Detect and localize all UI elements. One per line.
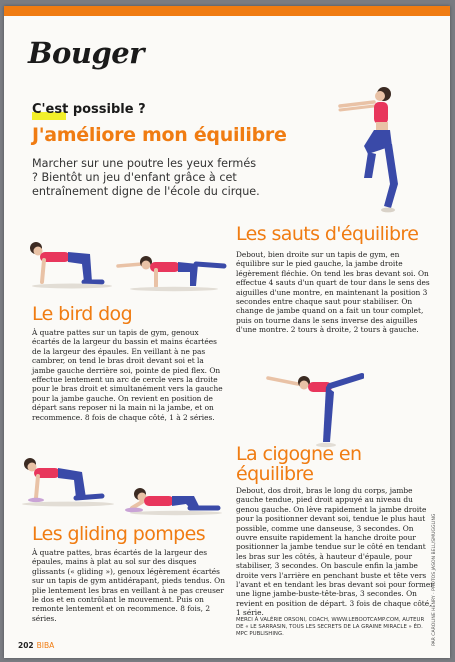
photo-bird-dog-extend xyxy=(116,252,228,292)
exercise-body-cigogne: Debout, dos droit, bras le long du corps, jambe gauche tendue, pied droit appuyé au niveau du genou gauche. On lève rapidement la jambe droite pour la positionner devant soi, tendue le plus haut possible, comme une danseuse, 3 secondes. On ouvre ensuite rapidement la hanche droite pour positionner la jambe tendue sur le côté en tendant les bras sur les côtés, à hauteur d'épaule, pour stabiliser, 3 secondes. On bascule enfin la jambe droite vers l'arrière en penchant buste et tête vers l'avant et en tendant les bras devant soi pour former une ligne jambe-buste-tête-bras, 3 secondes. On revient en position de départ. 3 fois de chaque côté, 1 série. xyxy=(236,486,434,618)
coach-credit: MERCI À VALÉRIE ORSONI, COACH, WWW.LEBOOTCAMP.COM, AUTEUR DE « LE SARRASIN, TOUS LES SECRETS DE LA GRAINE MIRACLE » ÉD. MPC PUBLISHING. xyxy=(236,617,425,637)
photo-gliding-pushup-low xyxy=(120,476,224,516)
photo-balance-pose xyxy=(334,84,426,214)
exercise-title-sauts: Les sauts d'équilibre xyxy=(236,223,419,245)
photo-stork-pose xyxy=(264,362,364,448)
page-footer xyxy=(18,641,54,650)
top-accent-bar xyxy=(4,6,450,16)
exercise-title-cigogne: La cigogne en équilibre xyxy=(236,443,362,485)
exercise-title-bird-dog: Le bird dog xyxy=(32,303,133,325)
exercise-body-sauts: Debout, bien droite sur un tapis de gym, en équilibre sur le pied gauche, la jambe droite légèrement fléchie. On tend les bras devant soi. On effectue 4 sauts d'un quart de tour dans le sens des aiguilles d'une montre, en maintenant la position 3 secondes entre chaque saut pour stabiliser. On change de jambe quand on a fait un tour complet, puis on tourne dans le sens inverse des aiguilles d'une montre. 2 tours à droite, 2 tours à gauche. xyxy=(236,250,430,335)
page-number: 202 xyxy=(18,641,34,650)
publication-name: BIBA xyxy=(36,641,55,650)
article-headline: J'améliore mon équilibre xyxy=(32,124,287,146)
exercise-body-bird-dog: À quatre pattes sur un tapis de gym, genoux écartés de la largeur du bassin et mains écartées de la largeur des épaules. En veillant à ne pas cambrer, on tend le bras droit devant soi et la jambe gauche derrière soi, pointe de pied flex. On effectue lentement un arc de cercle vers la droite pour le bras droit et simultanément vers la gauche pour la jambe gauche. On revient en position de départ sans reposer ni la main ni la jambe, et on recommence. 8 fois de chaque côté, 1 à 2 séries. xyxy=(32,328,223,422)
exercise-body-gliding: À quatre pattes, bras écartés de la largeur des épaules, mains à plat au sol sur des disques glissants (« gliding »), genoux légèrement écartés sur un tapis de gym antidérapant, pieds tendus. On plie lentement les bras en veillant à ne pas creuser le dos et en contrôlant le mouvement. Puis on remonte lentement et on recommence. 8 fois, 2 séries. xyxy=(32,548,225,623)
article-lede: Marcher sur une poutre les yeux fermés ? Bientôt un jeu d'enfant grâce à cet entraînement digne de l'école du cirque. xyxy=(32,157,260,198)
kicker: C'est possible ? xyxy=(32,102,146,117)
photo-credit: PAR CAROLINE HENRY · PHOTOS JASON BELL/SMUGGLING xyxy=(432,513,437,646)
exercise-title-gliding: Les gliding pompes xyxy=(32,523,206,545)
photo-bird-dog-start xyxy=(18,238,118,290)
photo-gliding-pushup-start xyxy=(16,452,120,508)
magazine-page xyxy=(4,6,450,658)
section-title: Bouger xyxy=(28,36,144,70)
